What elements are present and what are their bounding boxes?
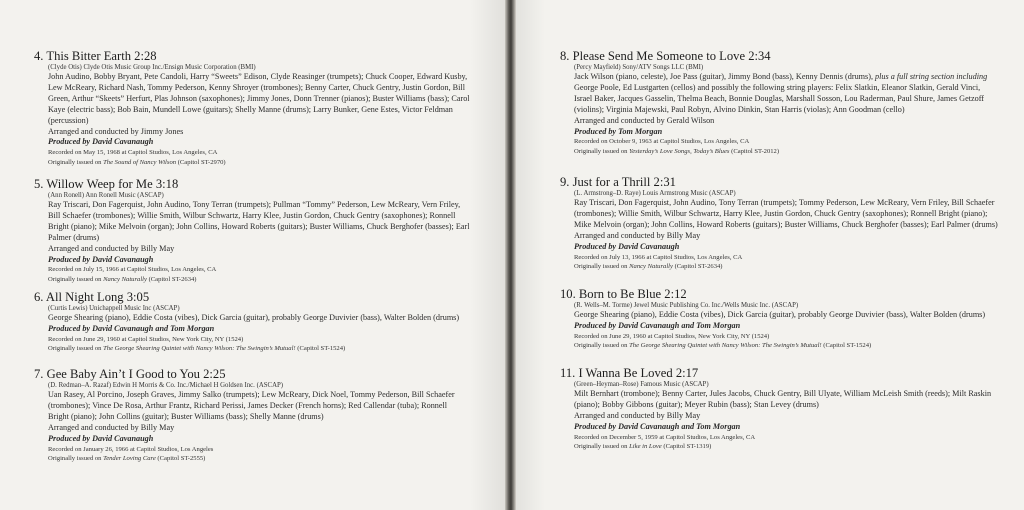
track-producer: Produced by David Cavanaugh [48,254,154,264]
track-recorded: Recorded on May 15, 1968 at Capitol Studios, Los Angeles, CA [48,149,218,157]
issue-catalog: (Capitol ST-1524) [295,345,346,353]
issue-catalog: (Capitol ST-1524) [821,342,872,350]
track-original-issue [48,344,470,353]
track-duration: 2:28 [134,49,157,63]
track-duration: 2:25 [203,367,226,381]
track-publishing: (Percy Mayfield) Sony/ATV Songs LLC (BMI) [574,64,704,71]
track-number: 6. [34,290,44,304]
track-recorded: Recorded on July 13, 1966 at Capitol Studios, Los Angeles, CA [574,253,743,261]
issue-album: Like in Love [629,442,662,450]
track-recorded: Recorded on October 9, 1963 at Capitol Studios, Los Angeles, CA [574,138,750,146]
track-duration: 2:17 [675,366,699,380]
issue-catalog: (Capitol ST-2634) [672,262,723,270]
issue-prefix: Originally issued on [574,442,630,450]
track-original-issue [574,442,998,451]
issue-album: Nancy Naturally [629,262,673,270]
issue-prefix: Originally issued on [48,158,104,166]
track-block [34,290,470,353]
track-duration: 2:12 [664,287,687,301]
track-block [34,367,470,463]
track-number: 10. [560,287,576,301]
track-number: 11. [560,366,576,380]
issue-prefix: Originally issued on [574,342,630,350]
track-recorded: Recorded on June 29, 1960 at Capitol Studios, New York City, NY (1524) [48,335,244,343]
issue-catalog: (Capitol ST-2634) [146,275,197,283]
booklet-spine [505,0,516,510]
track-title-line [560,175,998,189]
track-title-line [560,287,998,301]
track-title: Gee Baby Ain’t I Good to You [46,367,200,381]
issue-prefix: Originally issued on [48,275,104,283]
track-producer: Produced by David Cavanaugh and Tom Morgan [48,323,215,333]
track-publishing: (Green–Heyman–Rose) Famous Music (ASCAP) [574,381,709,388]
track-duration: 3:18 [155,177,179,191]
track-personnel: George Shearing (piano), Eddie Costa (vibes), Dick Garcia (guitar), probably George Duvivier (bass), Walter Bolden (drums) [574,310,986,319]
track-title-line [560,366,998,380]
track-block [560,49,998,156]
track-producer: Produced by David Cavanaugh and Tom Morgan [574,320,741,330]
personnel-main: Jack Wilson (piano, celeste), Joe Pass (guitar), Jimmy Bond (bass), Kenny Dennis (drums), [574,72,876,81]
issue-catalog: (Capitol ST-1319) [661,442,712,450]
track-producer: Produced by David Cavanaugh [48,433,154,443]
track-title-line [34,367,470,381]
track-block [560,366,998,451]
track-arranger: Arranged and conducted by Gerald Wilson [574,115,715,125]
track-title: Please Send Me Someone to Love [572,49,746,63]
issue-prefix: Originally issued on [574,147,630,155]
track-block [34,177,470,284]
track-number: 9. [560,175,570,189]
track-personnel: Milt Bernhart (trombone); Benny Carter, Jules Jacobs, Chuck Gentry, Bill Ulyate, William McLeish Smith (reeds); Milt Raskin (piano); Bobby Gibbons (guitar); Meyer Rubin (bass); Stan Levey (drums) [574,389,992,409]
track-block [560,287,998,350]
gutter-shadow-left [470,0,506,510]
track-duration: 2:34 [748,49,771,63]
track-number: 5. [34,177,44,191]
track-arranger: Arranged and conducted by Billy May [48,243,175,253]
track-arranger: Arranged and conducted by Billy May [574,410,701,420]
track-title: This Bitter Earth [46,49,132,63]
track-original-issue [48,158,470,167]
track-arranger: Arranged and conducted by Billy May [574,230,701,240]
track-personnel: Ray Triscari, Don Fagerquist, John Audino, Tony Terran (trumpets); Pullman “Tommy” Pederson, Lew McReary, Vern Friley, Bill Schaefer (trombones); Willie Smith, Wilbur Schwartz, Harry Klee, Justin Gordon, Chuck Gentry (saxophones); Ronnell Bright (piano); Mike Melvoin (organ); John Collins, Howard Roberts (guitars); Buster Williams, Chuck Berghofer (basses); Earl Palmer (drums) [48,200,470,242]
track-personnel: John Audino, Bobby Bryant, Pete Candoli, Harry “Sweets” Edison, Clyde Reasinger (trumpets); Chuck Cooper, Edward Kusby, Lew McReary, Richard Nash, Tommy Pederson, Kenny Shroyer (trombones); Benny Carter, Chuck Gentry, Justin Gordon, Bill Green, Arthur “Skeets” Herfurt, Plas Johnson (saxophones); Jimmy Jones, Donn Trenner (pianos); Buster Williams (bass); Carol Kaye (electric bass); Bob Bain, Mundell Lowe (guitars); Shelly Manne (drums); Larry Bunker, Gene Estes, Victor Feldman (percussion) [48,72,470,125]
track-title: All Night Long [45,290,124,304]
track-title: Just for a Thrill [572,175,651,189]
track-producer: Produced by David Cavanaugh [48,137,154,147]
track-recorded: Recorded on January 26, 1966 at Capitol Studios, Los Angeles [48,445,214,453]
track-title: Willow Weep for Me [46,177,153,191]
gutter-shadow-right [515,0,545,510]
track-original-issue [574,341,998,350]
track-duration: 3:05 [126,290,150,304]
issue-catalog: (Capitol ST-2012) [729,147,780,155]
track-number: 8. [560,49,570,63]
track-number: 4. [34,49,44,63]
track-original-issue [574,262,998,271]
track-personnel: George Shearing (piano), Eddie Costa (vibes), Dick Garcia (guitar), probably George Duvivier (bass), Walter Bolden (drums) [48,313,460,322]
issue-album: The George Shearing Quintet with Nancy Wilson: The Swingin’s Mutual! [103,345,296,353]
issue-prefix: Originally issued on [48,454,104,462]
track-title: Born to Be Blue [578,287,662,301]
issue-prefix: Originally issued on [48,345,104,353]
track-producer: Produced by David Cavanaugh [574,241,680,251]
track-producer: Produced by David Cavanaugh and Tom Morgan [574,421,741,431]
track-title-line [34,49,470,63]
track-original-issue [48,454,470,463]
track-arranger: Arranged and conducted by Billy May [48,422,175,432]
issue-prefix: Originally issued on [574,262,630,270]
track-publishing: (L. Armstrong–D. Raye) Louis Armstrong Music (ASCAP) [574,190,736,197]
track-publishing: (Ann Ronell) Ann Ronell Music (ASCAP) [48,192,164,199]
issue-album: Nancy Naturally [103,275,147,283]
track-original-issue [48,275,470,284]
track-duration: 2:31 [653,175,676,189]
issue-album: Yesterday’s Love Songs, Today’s Blues [629,147,730,155]
track-title: I Wanna Be Loved [578,366,673,380]
issue-catalog: (Capitol ST-2970) [176,158,226,166]
personnel-rest: George Poole, Ed Lustgarten (cellos) and possibly the following string players: Felix Slatkin, Eleanor Slatkin, Gerald Vinci, Israel Baker, Jacques Gasselin, Thelma Beach, Bonnie Douglas, Marshall Sosson, Lou Raderman, Paul Shure, James Getzoff (violins); Virginia Majewski, Paul Robyn, Alvino Dinkin, Stan Harris (violas); Ann Goodman (cello) [574,82,985,114]
track-block [34,49,470,167]
track-personnel: Uan Rasey, Al Porcino, Joseph Graves, Jimmy Salko (trumpets); Lew McReary, Dick Noel, Tommy Pederson, Bill Schaefer (trombones); Vince De Rosa, Arthur Frantz, Richard Perissi, James Decker (French horns); Red Callendar (tuba); Ronnell Bright (piano); John Collins (guitar); Buster Williams (bass); Shelly Manne (drums) [48,390,455,421]
track-title-line [34,290,470,304]
track-recorded: Recorded on July 15, 1966 at Capitol Studios, Los Angeles, CA [48,266,217,274]
issue-album: The George Shearing Quintet with Nancy Wilson: The Swingin’s Mutual! [629,342,822,350]
track-personnel [574,72,998,116]
personnel-italic-note: plus a full string section including [875,72,988,81]
track-recorded: Recorded on June 29, 1960 at Capitol Studios, New York City, NY (1524) [574,332,770,340]
issue-album: Tender Loving Care [103,454,156,462]
track-publishing: (D. Redman–A. Razaf) Edwin H Morris & Co. Inc./Michael H Goldsen Inc. (ASCAP) [48,382,284,389]
track-producer: Produced by Tom Morgan [574,126,663,136]
track-title-line [34,177,470,191]
track-personnel: Ray Triscari, Don Fagerquist, John Audino, Tony Terran (trumpets); Tommy Pederson, Lew McReary, Vern Friley, Bill Schaefer (trombones); Willie Smith, Wilbur Schwartz, Harry Klee, Justin Gordon, Chuck Gentry (saxophones); Ronnell Bright (piano); Mike Melvoin (organ); John Collins, Howard Roberts (guitars); Buster Williams, Chuck Berghofer (basses); Earl Palmer (drums) [574,198,998,229]
track-block [560,175,998,271]
issue-catalog: (Capitol ST-2555) [155,454,206,462]
issue-album: The Sound of Nancy Wilson [103,158,177,166]
track-publishing: (Curtis Lewis) Unichappell Music Inc (ASCAP) [48,305,180,312]
track-number: 7. [34,367,44,381]
track-original-issue [574,147,998,156]
track-publishing: (Clyde Otis) Clyde Otis Music Group Inc./Ensign Music Corporation (BMI) [48,64,256,71]
track-arranger: Arranged and conducted by Jimmy Jones [48,126,184,136]
track-title-line [560,49,998,63]
track-recorded: Recorded on December 5, 1959 at Capitol Studios, Los Angeles, CA [574,433,756,441]
track-publishing: (R. Wells–M. Torme) Jewel Music Publishing Co. Inc./Wells Music Inc. (ASCAP) [574,302,799,309]
